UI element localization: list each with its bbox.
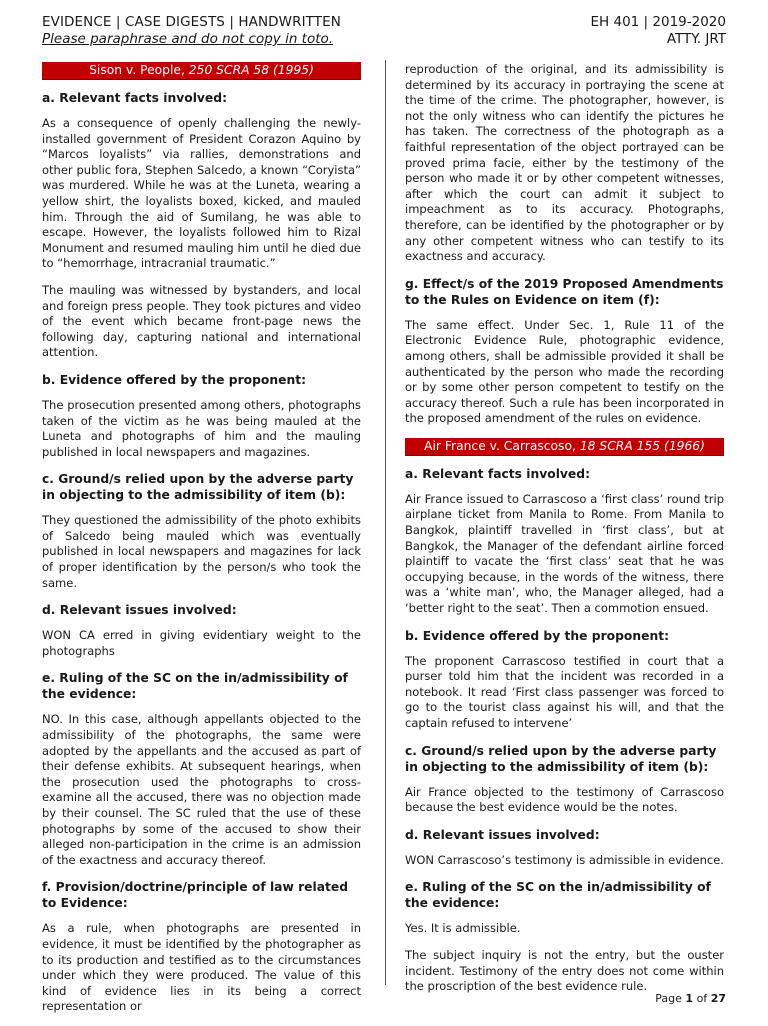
paragraph: As a consequence of openly challenging the newly-installed government of President Corazon Aquino by “Marcos loyalists” via rallies, demonstrations and other public fora, Stephen Salcedo, a known “Coryista” was murdered. While he was at the Luneta, wearing a yellow shirt, the loyalists boxed, kicked, and mauled him. Through the aid of Sumilang, he was able to escape. However, the loyalists followed him to Rizal Monument and resumed mauling him until he died due to “hemorrhage, intracranial traumatic.”: [42, 116, 361, 271]
document-title: EVIDENCE | CASE DIGESTS | HANDWRITTEN: [42, 14, 341, 30]
course-code: EH 401 | 2019-2020: [590, 14, 726, 30]
section-heading: b. Evidence offered by the proponent:: [405, 628, 669, 643]
paragraph: WON Carrascoso’s testimony is admissible in evidence.: [405, 852, 724, 867]
paragraph: The subject inquiry is not the entry, but the ouster incident. Testimony of the entry does not come within the proscription of the best evidence rule.: [405, 947, 724, 994]
section-heading: g. Effect/s of the 2019 Proposed Amendments to the Rules on Evidence on item (f):: [405, 276, 724, 307]
page-footer: [655, 992, 726, 1005]
case-name: Air France v. Carrascoso,: [424, 438, 576, 453]
of-label: of: [696, 992, 708, 1005]
section-heading: d. Relevant issues involved:: [42, 603, 237, 618]
section-heading: a. Relevant facts involved:: [42, 91, 227, 105]
paragraph: The proponent Carrascoso testified in court that a purser told him that the incident was recorded in a notebook. It read ‘First class passenger was forced to go to the tourist class against his will, and that the captain refused to intervene’: [405, 653, 724, 730]
paragraph: Air France issued to Carrascoso a ‘first class’ round trip airplane ticket from Manila to Rome. From Manila to Bangkok, plaintiff travelled in ‘first class’, but at Bangkok, the Manager of the defendant airline forced plaintiff to vacate the ‘first class’ seat that he was occupying because, in the words of the witness, there was a ‘white man’, who, the Manager alleged, had a ‘better right to the seat’. Then a commotion ensued.: [405, 491, 724, 616]
paragraph: The prosecution presented among others, photographs taken of the victim as he was being mauled at the Luneta and photographs of him and the mauling published in local newspapers and magazines.: [42, 397, 361, 459]
paragraph: NO. In this case, although appellants objected to the admissibility of the photographs, the same were adopted by the appellants and the accused as part of their defense exhibits. At subsequent hearings, when the prosecution used the photographs to cross-examine all the accused, there was no objection made by their counsel. The SC ruled that the use of these photographs by some of the accused to show their alleged non-participation in the crime is an admission of the exactness and accuracy thereof.: [42, 712, 361, 867]
paragraph: The same effect. Under Sec. 1, Rule 11 of the Electronic Evidence Rule, photographic evidence, among others, shall be admissible provided it shall be authenticated by the person who made the recording or by some other person competent to testify on the accuracy thereof. Such a rule has been incorporated in the proposed amendment of the rules on evidence.: [405, 317, 724, 426]
case-title-bar: [42, 62, 361, 80]
right-column: [405, 62, 724, 1006]
section-heading: a. Relevant facts involved:: [405, 466, 590, 481]
page-header-left: [42, 14, 341, 48]
section-heading: e. Ruling of the SC on the in/admissibility of the evidence:: [405, 880, 711, 911]
document-subtitle: Please paraphrase and do not copy in toto.: [42, 31, 334, 47]
section-heading: c. Ground/s relied upon by the adverse party in objecting to the admissibility of item (b):: [42, 472, 354, 503]
page-number: 1: [685, 992, 694, 1005]
paragraph: As a rule, when photographs are presented in evidence, it must be identified by the photographer as to its production and testified as to the circumstances under which they were produced. The value of this kind of evidence lies in its being a correct representation or: [42, 921, 361, 1014]
case-citation: 250 SCRA 58 (1995): [188, 63, 314, 77]
paragraph: WON CA erred in giving evidentiary weight to the photographs: [42, 628, 361, 658]
section-heading: c. Ground/s relied upon by the adverse party in objecting to the admissibility of item (b):: [405, 743, 717, 774]
instructor-name: ATTY. JRT: [666, 31, 726, 47]
paragraph-continued: reproduction of the original, and its admissibility is determined by its accuracy in portraying the scene at the time of the crime. The photographer, however, is not the only witness who can identify the pictures he has taken. The correctness of the photograph as a faithful representation of the object portrayed can be proved prima facie, either by the testimony of the person who made it or by other competent witnesses, after which the court can admit it subject to impeachment as to its accuracy. Photographs, therefore, can be identified by the photographer or by any other competent witness who can testify to its exactness and accuracy.: [405, 62, 724, 264]
case-title-bar: [405, 438, 724, 456]
paragraph: Air France objected to the testimony of Carrascoso because the best evidence would be the notes.: [405, 784, 724, 815]
section-heading: f. Provision/doctrine/principle of law related to Evidence:: [42, 880, 349, 911]
page-label: Page: [655, 992, 682, 1005]
section-heading: d. Relevant issues involved:: [405, 827, 600, 842]
case-citation: 18 SCRA 155 (1966): [579, 438, 705, 453]
paragraph: The mauling was witnessed by bystanders, and local and foreign press people. They took pictures and video of the event which became front-page news the following day, capturing national and international attention.: [42, 282, 361, 360]
paragraph: Yes. It is admissible.: [405, 921, 521, 936]
column-divider: [385, 60, 386, 985]
section-heading: e. Ruling of the SC on the in/admissibility of the evidence:: [42, 671, 348, 702]
total-pages: 27: [710, 992, 726, 1005]
left-column: [42, 62, 361, 1026]
page-header-right: [591, 14, 726, 48]
case-name: Sison v. People,: [89, 63, 185, 77]
paragraph: They questioned the admissibility of the photo exhibits of Salcedo being mauled which was eventually published in local newspapers and magazines for lack of proper identification by the person/s who took the same.: [42, 513, 361, 590]
section-heading: b. Evidence offered by the proponent:: [42, 372, 306, 387]
